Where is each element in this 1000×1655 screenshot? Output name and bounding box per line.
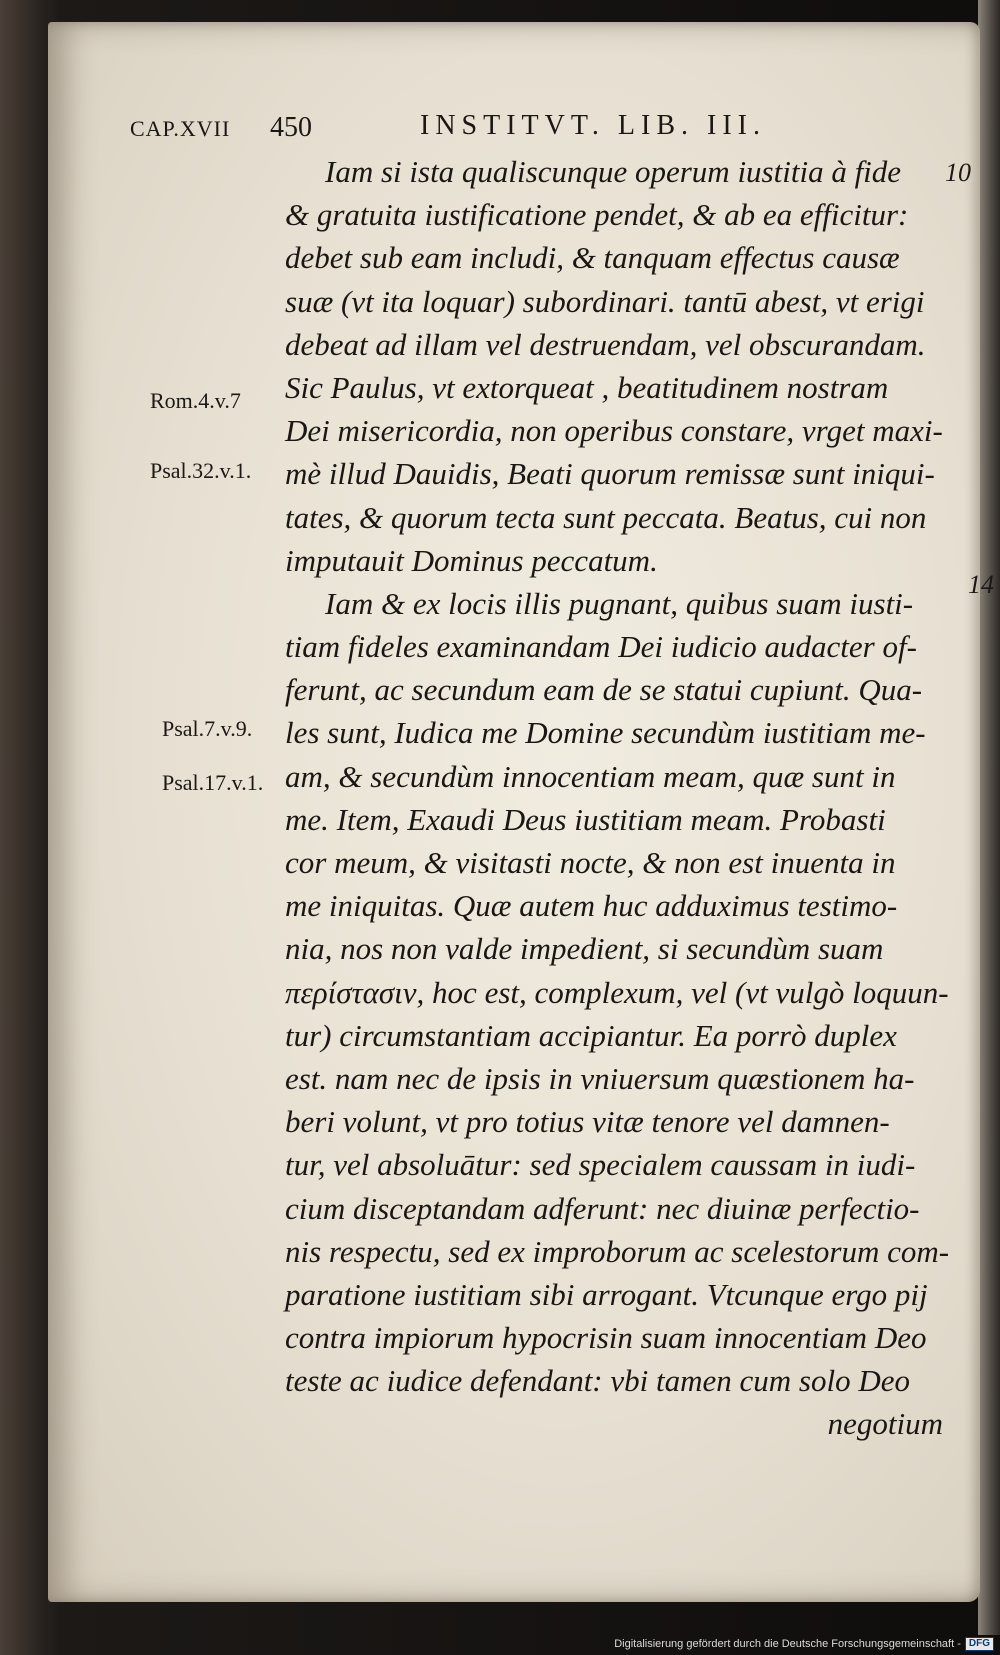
catchword: negotium — [827, 1406, 943, 1442]
body-text — [285, 150, 975, 1446]
text-line: am, & secundùm innocentiam meam, quæ sunt in — [285, 758, 896, 794]
text-line: imputauit Dominus peccatum. — [285, 542, 658, 578]
margin-note: Psal.7.v.9. — [162, 716, 253, 741]
text-line: & gratuita iustificatione pendet, & ab ea efficitur: — [285, 197, 909, 233]
dfg-logo: DFG — [965, 1637, 994, 1651]
text-line: nia, nos non valde impedient, si secundùm suam — [285, 931, 884, 967]
text-line: ferunt, ac secundum eam de se statui cupiunt. Qua- — [285, 672, 923, 708]
text-line: debet sub eam includi, & tanquam effectus causæ — [285, 240, 900, 276]
text-line: Iam si ista qualiscunque operum iustitia à fide — [325, 154, 902, 189]
text-line: περίστασιν, hoc est, complexum, vel (vt vulgò loquun- — [285, 974, 949, 1010]
text-line: est. nam nec de ipsis in vniuersum quæstionem ha- — [285, 1060, 915, 1096]
section-number: 14 — [968, 570, 994, 599]
text-line: beri volunt, vt pro totius vitæ tenore vel damnen- — [285, 1104, 890, 1140]
chapter-label: CAP.XVII — [130, 116, 231, 141]
text-line: les sunt, Iudica me Domine secundùm iustitiam me- — [285, 715, 926, 751]
section-number: 10 — [945, 158, 971, 187]
digitization-credit — [614, 1637, 994, 1651]
text-line: Dei misericordia, non operibus constare, vrget maxi- — [285, 413, 943, 449]
text-line: tiam fideles examinandam Dei iudicio audacter of- — [285, 629, 917, 665]
text-line: cium disceptandam adferunt: nec diuinæ perfectio- — [285, 1190, 920, 1226]
margin-note: Psal.17.v.1. — [162, 770, 264, 795]
text-line: me. Item, Exaudi Deus iustitiam meam. Probasti — [285, 801, 886, 837]
text-line: debeat ad illam vel destruendam, vel obscurandam. — [285, 326, 926, 362]
page-edge — [978, 0, 1000, 1635]
page-number: 450 — [270, 112, 312, 143]
text-line: mè illud Dauidis, Beati quorum remissæ sunt iniqui- — [285, 456, 935, 492]
margin-note: Psal.32.v.1. — [150, 458, 252, 483]
margin-note: Rom.4.v.7 — [150, 388, 241, 413]
credit-text: Digitalisierung gefördert durch die Deutsche Forschungsgemeinschaft - — [614, 1638, 961, 1650]
book-spine — [0, 0, 48, 1655]
page-header — [130, 110, 980, 150]
running-title: INSTITVT. LIB. III. — [420, 110, 766, 141]
text-line: tur, vel absoluātur: sed specialem caussam in iudi- — [285, 1147, 916, 1183]
text-line: teste ac iudice defendant: vbi tamen cum solo Deo — [285, 1363, 910, 1399]
text-line: paratione iustitiam sibi arrogant. Vtcunque ergo pij — [285, 1276, 928, 1312]
text-line: cor meum, & visitasti nocte, & non est inuenta in — [285, 845, 896, 880]
text-line: Iam & ex locis illis pugnant, quibus suam iusti- — [325, 585, 914, 621]
text-line: Sic Paulus, vt extorqueat , beatitudinem nostram — [285, 369, 889, 405]
text-line: suæ (vt ita loquar) subordinari. tantū abest, vt erigi — [285, 283, 925, 319]
text-line: me iniquitas. Quæ autem huc adduximus testimo- — [285, 888, 898, 924]
text-line: nis respectu, sed ex improborum ac scelestorum com- — [285, 1233, 950, 1269]
text-line: contra impiorum hypocrisin suam innocentiam Deo — [285, 1320, 927, 1356]
text-line: tates, & quorum tecta sunt peccata. Beatus, cui non — [285, 499, 927, 535]
text-line: tur) circumstantiam accipiantur. Ea porrò duplex — [285, 1017, 897, 1053]
